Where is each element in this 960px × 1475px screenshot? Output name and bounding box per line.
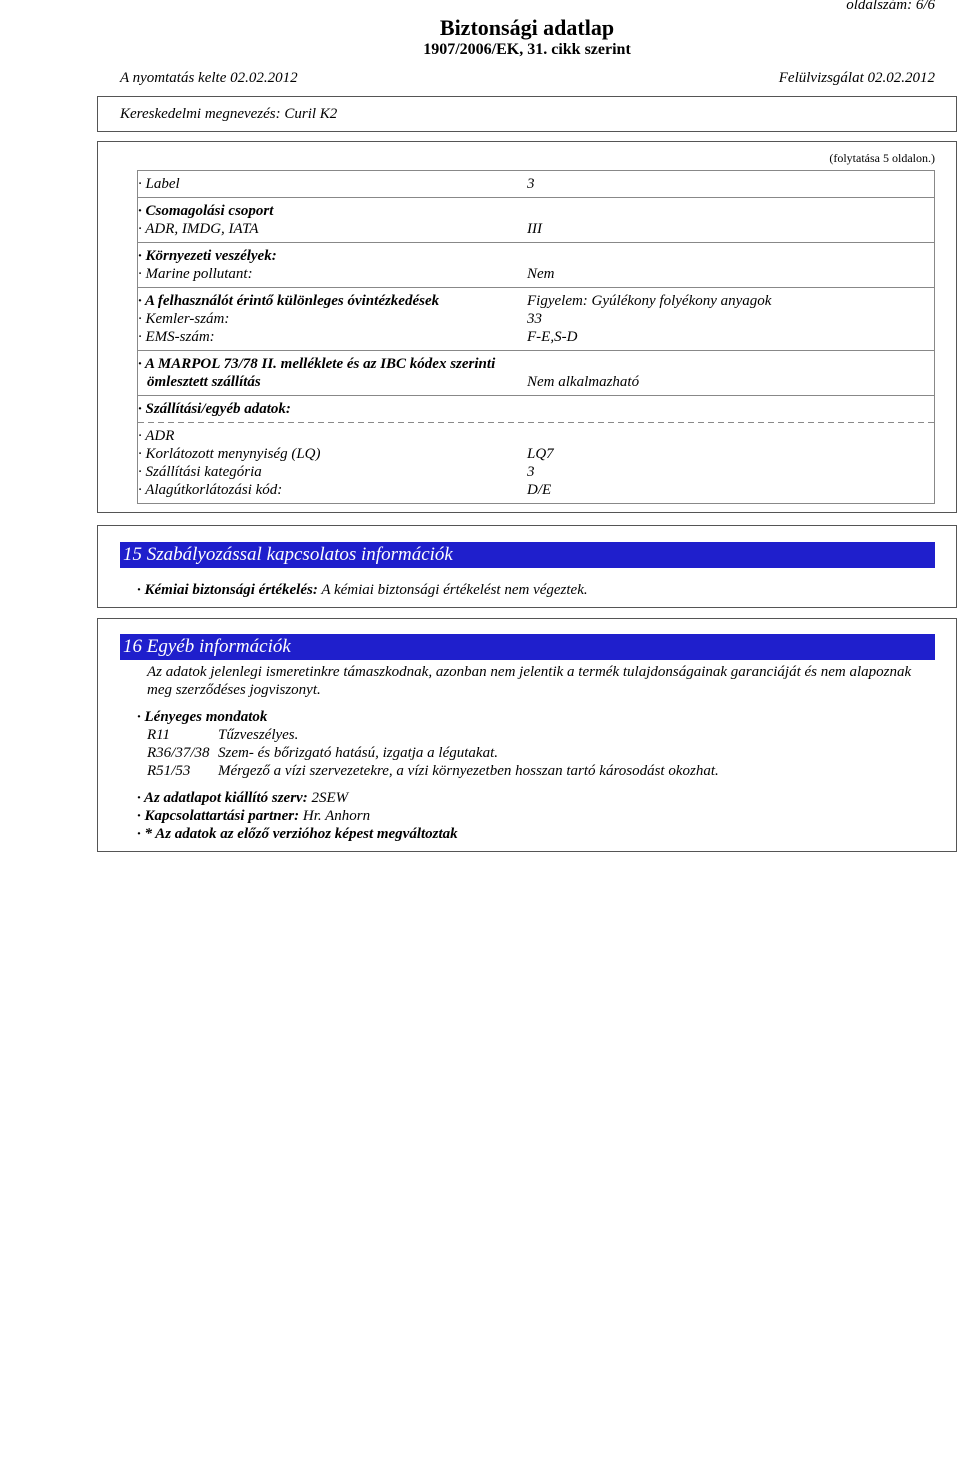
revision-date: Felülvizsgálat 02.02.2012	[778, 70, 935, 86]
phrase-code: R51/53	[147, 763, 191, 779]
contact-label: · Kapcsolattartási partner:	[137, 808, 300, 824]
table-row	[138, 445, 934, 463]
section-16-box	[97, 618, 957, 852]
transport-group-packing	[138, 197, 934, 242]
chemical-safety-assessment-value: A kémiai biztonsági értékelést nem végeztek.	[321, 582, 588, 598]
table-row	[138, 355, 934, 373]
table-row	[138, 202, 934, 220]
transport-category-label: · Szállítási kategória	[138, 464, 262, 480]
transport-group-adr	[138, 423, 934, 503]
marine-pollutant-label: · Marine pollutant:	[138, 266, 253, 282]
limited-quantity-value: LQ7	[527, 446, 554, 462]
transport-section-box	[97, 141, 957, 513]
chemical-safety-assessment	[120, 581, 935, 599]
changes-note: · * Az adatok az előző verzióhoz képest megváltoztak	[137, 826, 458, 842]
special-precautions-label: · A felhasználót érintő különleges óvintézkedések	[138, 293, 440, 309]
marpol-value: Nem alkalmazható	[527, 374, 640, 390]
table-row	[138, 427, 934, 445]
contact-block	[120, 789, 935, 843]
phrase-code: R11	[147, 727, 171, 743]
disclaimer-paragraph: Az adatok jelenlegi ismeretinkre támaszkodnak, azonban nem jelentik a termék tulajdonságainak garanciáját és nem alapoznak meg szerződéses jogviszonyt.	[147, 664, 912, 698]
issuer-label: · Az adatlapot kiállító szerv:	[137, 790, 308, 806]
label-class-label: · Label	[138, 176, 180, 192]
list-item	[120, 726, 935, 744]
phrase-text: Mérgező a vízi szervezetekre, a vízi környezetben hosszan tartó károsodást okozhat.	[218, 763, 719, 779]
section-16-title: 16 Egyéb információk	[120, 634, 935, 660]
contact-line	[120, 807, 935, 825]
other-transport-heading: · Szállítási/egyéb adatok:	[138, 401, 291, 417]
transport-info-table	[137, 170, 935, 504]
transport-group-marpol	[138, 350, 934, 395]
table-row	[138, 292, 934, 310]
ems-number-label: · EMS-szám:	[138, 329, 215, 345]
phrase-code: R36/37/38	[147, 745, 210, 761]
issuer-value: 2SEW	[311, 790, 349, 806]
table-row	[138, 373, 934, 391]
transport-group-precautions	[138, 287, 934, 350]
marpol-label-line2: ömlesztett szállítás	[147, 374, 261, 390]
tunnel-code-value: D/E	[527, 482, 552, 498]
document-title: Biztonsági adatlap	[439, 15, 615, 40]
table-row	[138, 265, 934, 283]
print-date: A nyomtatás kelte 02.02.2012	[120, 70, 298, 86]
tunnel-code-label: · Alagútkorlátozási kód:	[138, 482, 283, 498]
transport-group-environment	[138, 242, 934, 287]
table-row	[138, 175, 934, 193]
phrase-text: Tűzveszélyes.	[218, 727, 299, 743]
label-class-value: 3	[527, 176, 535, 192]
table-row	[138, 328, 934, 346]
product-name-box	[97, 96, 957, 132]
transport-category-value: 3	[527, 464, 535, 480]
table-row	[138, 463, 934, 481]
environmental-hazards-heading: · Környezeti veszélyek:	[138, 248, 277, 264]
packing-group-heading: · Csomagolási csoport	[138, 203, 274, 219]
transport-group-other	[138, 395, 934, 422]
marine-pollutant-value: Nem	[527, 266, 555, 282]
transport-group-label	[138, 171, 934, 197]
kemler-number-value: 33	[527, 311, 542, 327]
table-row	[138, 310, 934, 328]
trade-name: Kereskedelmi megnevezés: Curil K2	[120, 106, 338, 122]
adr-label: · ADR	[138, 428, 175, 444]
issuer-line	[120, 789, 935, 807]
list-item	[120, 744, 935, 762]
marpol-label-line1: · A MARPOL 73/78 II. melléklete és az IBC kódex szerinti	[138, 356, 496, 372]
phrase-text: Szem- és bőrizgató hatású, izgatja a légutakat.	[218, 745, 498, 761]
limited-quantity-label: · Korlátozott menynyiség (LQ)	[138, 446, 321, 462]
packing-group-value: III	[527, 221, 542, 237]
table-row	[138, 400, 934, 418]
ems-number-value: F-E,S-D	[527, 329, 578, 345]
continuation-note: (folytatása 5 oldalon.)	[829, 151, 935, 165]
regulation-reference: 1907/2006/EK, 31. cikk szerint	[423, 41, 631, 58]
packing-group-modes-label: · ADR, IMDG, IATA	[138, 221, 259, 237]
chemical-safety-assessment-label: · Kémiai biztonsági értékelés:	[137, 582, 318, 598]
relevant-phrases-heading: · Lényeges mondatok	[137, 709, 268, 725]
table-row	[138, 220, 934, 238]
section-15-title: 15 Szabályozással kapcsolatos információk	[120, 542, 935, 568]
list-item	[120, 762, 935, 780]
page-number: oldalszám: 6/6	[846, 0, 935, 13]
kemler-number-label: · Kemler-szám:	[138, 311, 230, 327]
contact-value: Hr. Anhorn	[302, 808, 371, 824]
special-precautions-value: Figyelem: Gyúlékony folyékony anyagok	[527, 293, 772, 309]
table-row	[138, 481, 934, 499]
section-15-box	[97, 525, 957, 608]
table-row	[138, 247, 934, 265]
